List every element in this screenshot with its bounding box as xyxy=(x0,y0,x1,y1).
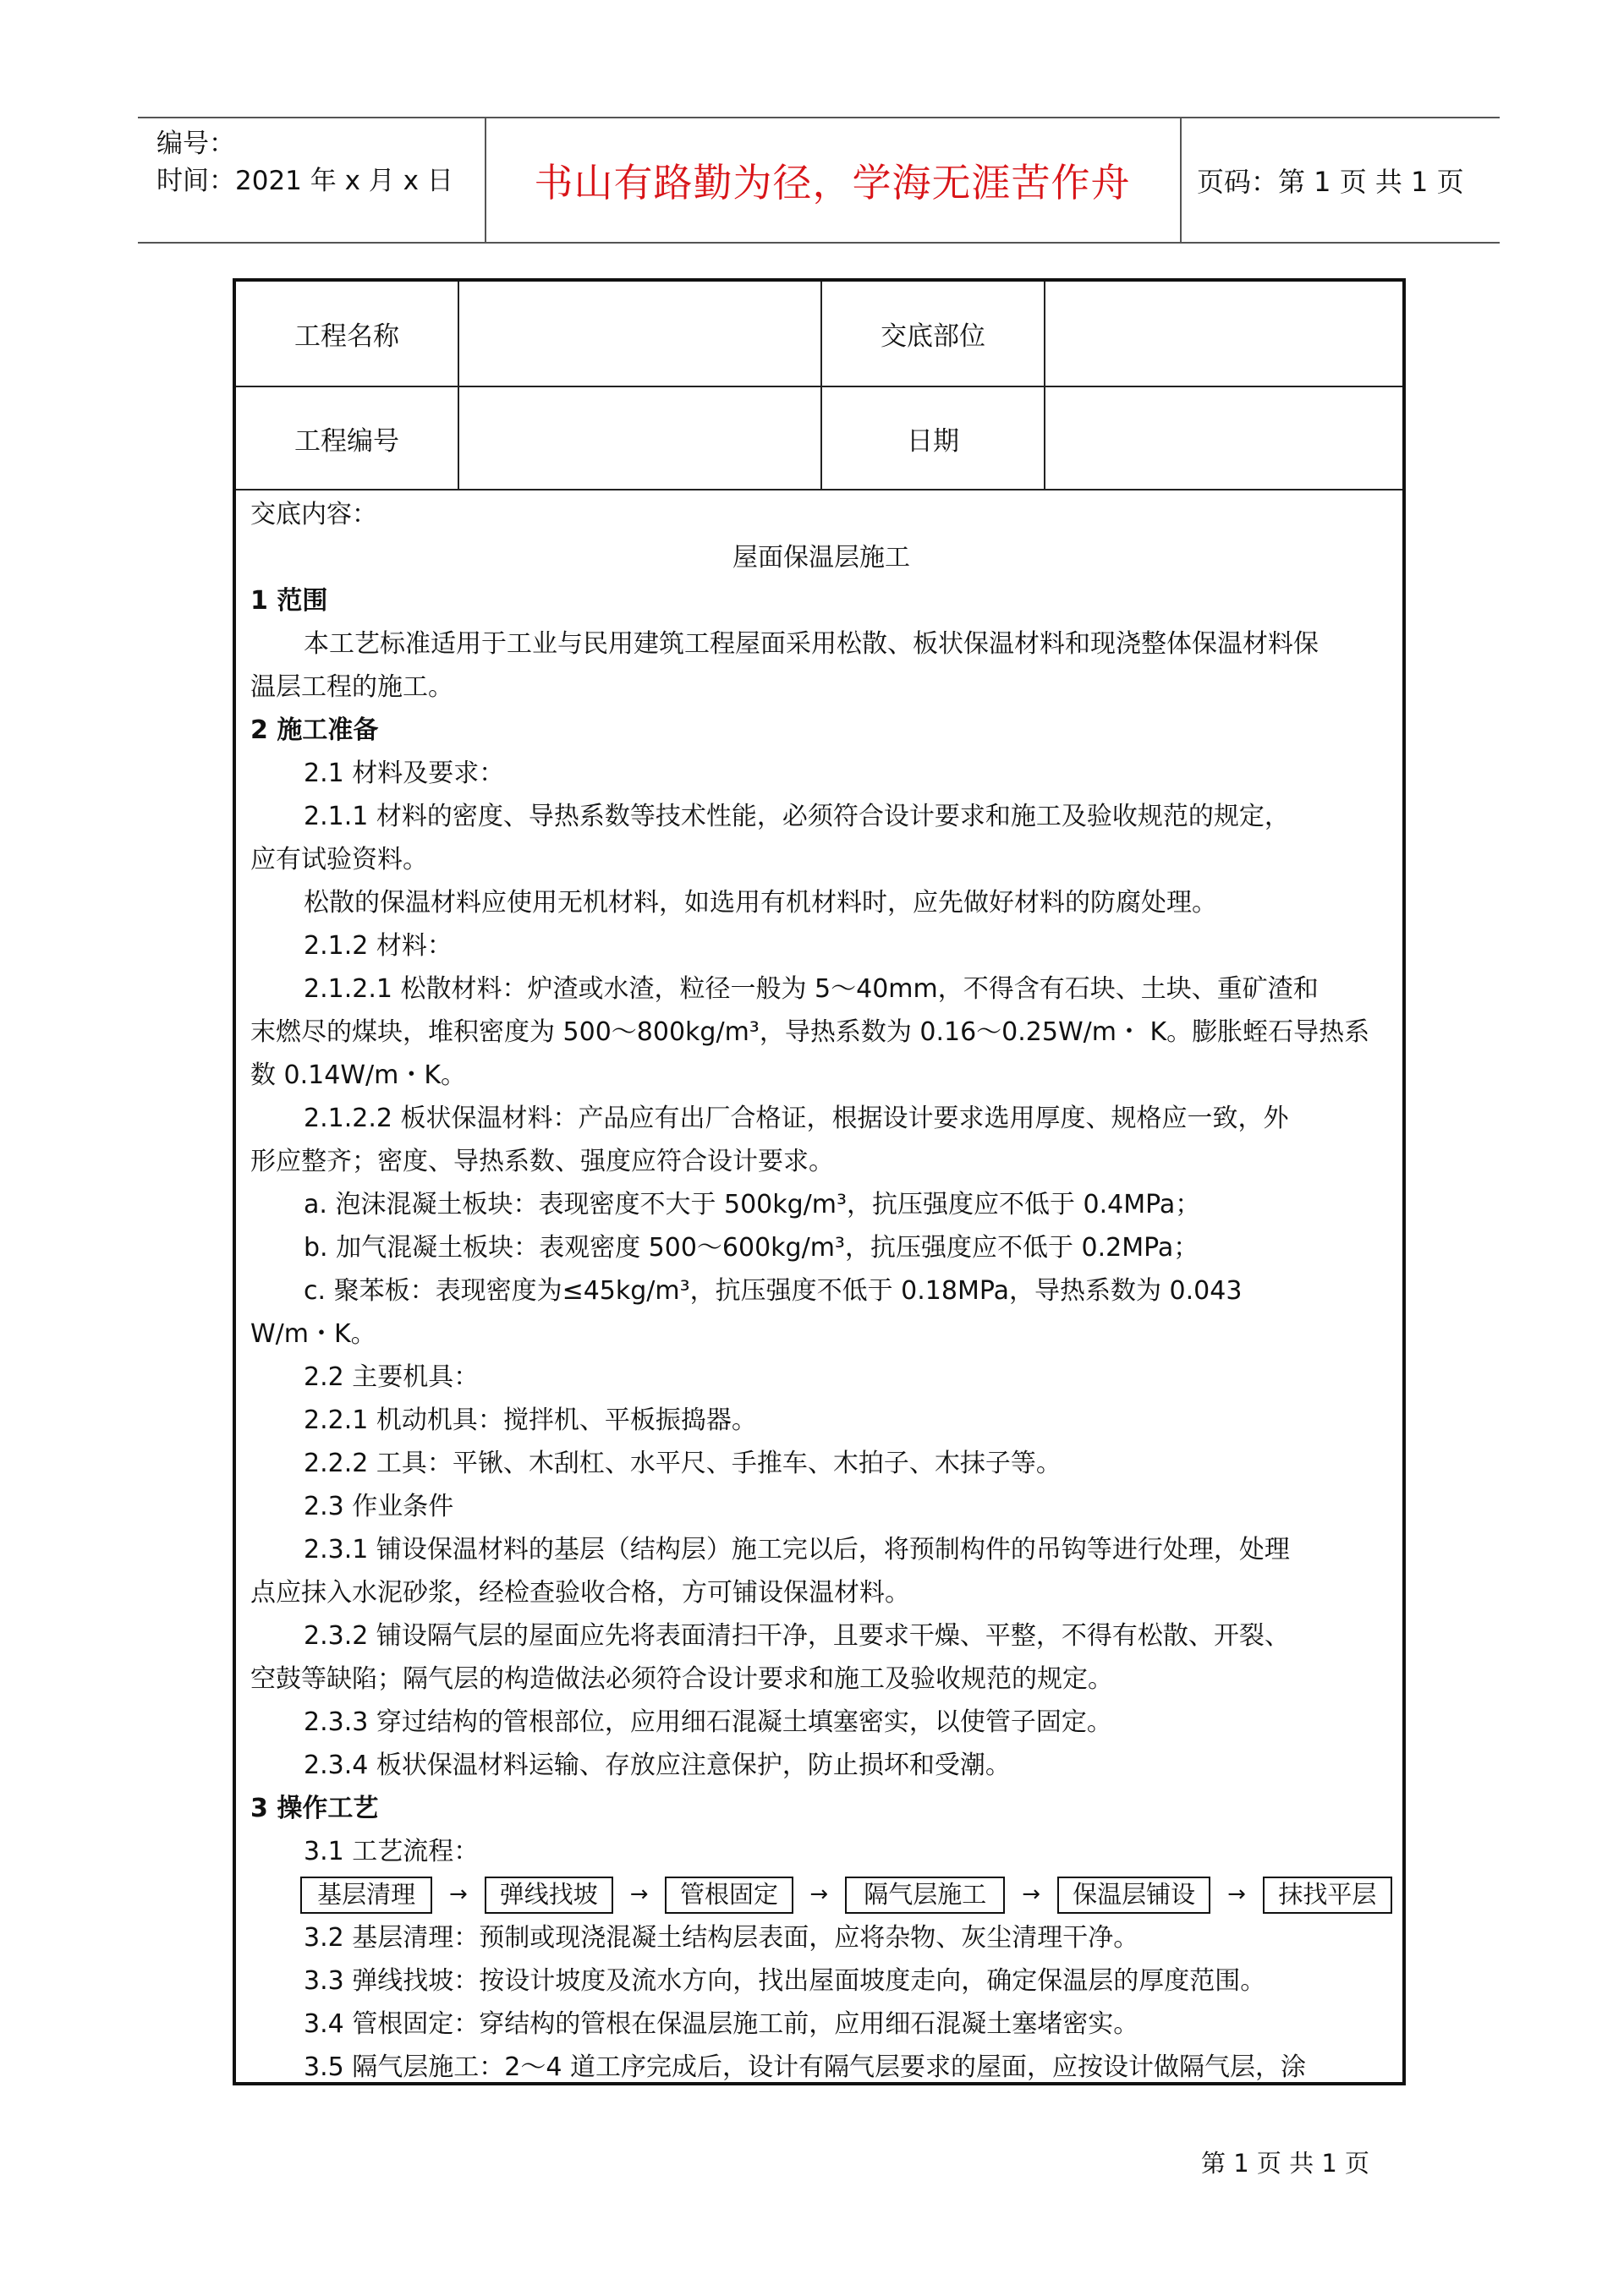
paragraph-line: 数 0.14W/m・K。 xyxy=(250,1060,466,1090)
paragraph-line: 末燃尽的煤块，堆积密度为 500～800kg/m³，导热系数为 0.16～0.25W/m・ K。膨胀蛭石导热系 xyxy=(250,1017,1370,1047)
serial-number-label: 编号： xyxy=(156,129,235,159)
paragraph-line: 2.1 材料及要求： xyxy=(304,759,505,788)
disclosure-content xyxy=(250,493,1392,2089)
section-heading: 2 施工准备 xyxy=(250,715,379,745)
section-heading: 1 范围 xyxy=(250,586,328,616)
paragraph-line: 2.1.2.2 板状保温材料：产品应有出厂合格证，根据设计要求选用厚度、规格应一致，外 xyxy=(304,1104,1289,1133)
date-label: 日期 xyxy=(907,425,959,457)
content-label: 交底内容： xyxy=(250,500,377,529)
paragraph-line: 2.2.2 工具：平锹、木刮杠、水平尺、手推车、木拍子、木抹子等。 xyxy=(304,1449,1062,1478)
flow-step-box: 保温层铺设 xyxy=(1057,1877,1211,1914)
paragraph-line: 2.3.1 铺设保温材料的基层（结构层）施工完以后，将预制构件的吊钩等进行处理，处理 xyxy=(304,1535,1290,1564)
paragraph-line: 2.3.3 穿过结构的管根部位，应用细石混凝土填塞密实，以使管子固定。 xyxy=(304,1707,1112,1737)
project-name-label: 工程名称 xyxy=(294,321,399,352)
paragraph-line: 2.3 作业条件 xyxy=(304,1492,454,1521)
project-no-field[interactable] xyxy=(459,387,820,489)
flow-step-box: 抹找平层 xyxy=(1263,1877,1392,1914)
disclosure-part-label: 交底部位 xyxy=(881,321,985,352)
page-footer: 第 1 页 共 1 页 xyxy=(1201,2149,1369,2178)
paragraph-line: 应有试验资料。 xyxy=(250,845,428,874)
paragraph-line: 3.4 管根固定：穿结构的管根在保温层施工前，应用细石混凝土塞堵密实。 xyxy=(304,2009,1139,2039)
flow-arrow-icon: → xyxy=(629,1882,649,1907)
paragraph-line: 空鼓等缺陷；隔气层的构造做法必须符合设计要求和施工及验收规范的规定。 xyxy=(250,1664,1113,1694)
disclosure-part-field[interactable] xyxy=(1045,282,1402,386)
flow-arrow-icon: → xyxy=(1022,1882,1040,1907)
flow-arrow-icon: → xyxy=(1227,1882,1246,1907)
header-meta-cell xyxy=(138,118,486,242)
paragraph-line: 点应抹入水泥砂浆，经检查验收合格，方可铺设保温材料。 xyxy=(250,1578,910,1608)
time-label: 时间：2021 年 x 月 x 日 xyxy=(156,166,453,196)
paragraph-line: 2.2.1 机动机具：搅拌机、平板振捣器。 xyxy=(304,1406,757,1435)
paragraph-line: 3.2 基层清理：预制或现浇混凝土结构层表面，应将杂物、灰尘清理干净。 xyxy=(304,1923,1139,1953)
flow-arrow-icon: → xyxy=(448,1882,468,1907)
flow-step-box: 基层清理 xyxy=(300,1877,432,1914)
page-header xyxy=(138,117,1500,244)
motto-text: 书山有路勤为径，学海无涯苦作舟 xyxy=(534,160,1131,205)
paragraph-line: 2.3.4 板状保温材料运输、存放应注意保护，防止损坏和受潮。 xyxy=(304,1751,1011,1780)
date-field[interactable] xyxy=(1045,387,1402,489)
page-info: 页码：第 1 页 共 1 页 xyxy=(1197,166,1464,198)
paragraph-line: 3.5 隔气层施工：2～4 道工序完成后，设计有隔气层要求的屋面，应按设计做隔气层，涂 xyxy=(304,2052,1306,2082)
paragraph-line: 本工艺标准适用于工业与民用建筑工程屋面采用松散、板状保温材料和现浇整体保温材料保 xyxy=(304,629,1319,659)
paragraph-line: W/m・K。 xyxy=(250,1319,376,1349)
paragraph-line: b. 加气混凝土板块：表观密度 500～600kg/m³，抗压强度应不低于 0.2MPa； xyxy=(304,1233,1199,1263)
header-motto-cell xyxy=(485,118,1182,242)
paragraph-line: 2.3.2 铺设隔气层的屋面应先将表面清扫干净，且要求干燥、平整，不得有松散、开裂、 xyxy=(304,1621,1290,1651)
paragraph-line: 温层工程的施工。 xyxy=(250,672,453,702)
paragraph-line: c. 聚苯板：表现密度为≤45kg/m³，抗压强度不低于 0.18MPa，导热系数为 0.043 xyxy=(304,1276,1243,1306)
flow-step-box: 隔气层施工 xyxy=(845,1877,1005,1914)
paragraph-line: 2.2 主要机具： xyxy=(304,1362,480,1392)
content-title: 屋面保温层施工 xyxy=(732,543,910,573)
paragraph-line: 2.1.1 材料的密度、导热系数等技术性能，必须符合设计要求和施工及验收规范的规定， xyxy=(304,802,1290,831)
paragraph-line: 形应整齐；密度、导热系数、强度应符合设计要求。 xyxy=(250,1147,834,1176)
paragraph-line: 2.1.2.1 松散材料：炉渣或水渣，粒径一般为 5～40mm，不得含有石块、土块、重矿渣和 xyxy=(304,974,1319,1004)
paragraph-line: 3.3 弹线找坡：按设计坡度及流水方向，找出屋面坡度走向，确定保温层的厚度范围。 xyxy=(304,1966,1266,1996)
flow-arrow-icon: → xyxy=(809,1882,829,1907)
project-name-field[interactable] xyxy=(459,282,820,386)
paragraph-line: 松散的保温材料应使用无机材料，如选用有机材料时，应先做好材料的防腐处理。 xyxy=(304,888,1217,918)
paragraph-line: 2.1.2 材料： xyxy=(304,931,453,961)
project-no-label: 工程编号 xyxy=(294,425,399,457)
row-divider xyxy=(236,489,1402,490)
paragraph-line: 3.1 工艺流程： xyxy=(304,1837,480,1866)
disclosure-form xyxy=(233,278,1406,2085)
flow-step-box: 管根固定 xyxy=(665,1877,793,1914)
process-flowchart xyxy=(300,1873,1392,1916)
paragraph-line: a. 泡沫混凝土板块：表现密度不大于 500kg/m³，抗压强度应不低于 0.4MPa； xyxy=(304,1190,1201,1219)
header-page-cell xyxy=(1180,118,1500,242)
flow-step-box: 弹线找坡 xyxy=(485,1877,613,1914)
section-heading: 3 操作工艺 xyxy=(250,1794,379,1823)
